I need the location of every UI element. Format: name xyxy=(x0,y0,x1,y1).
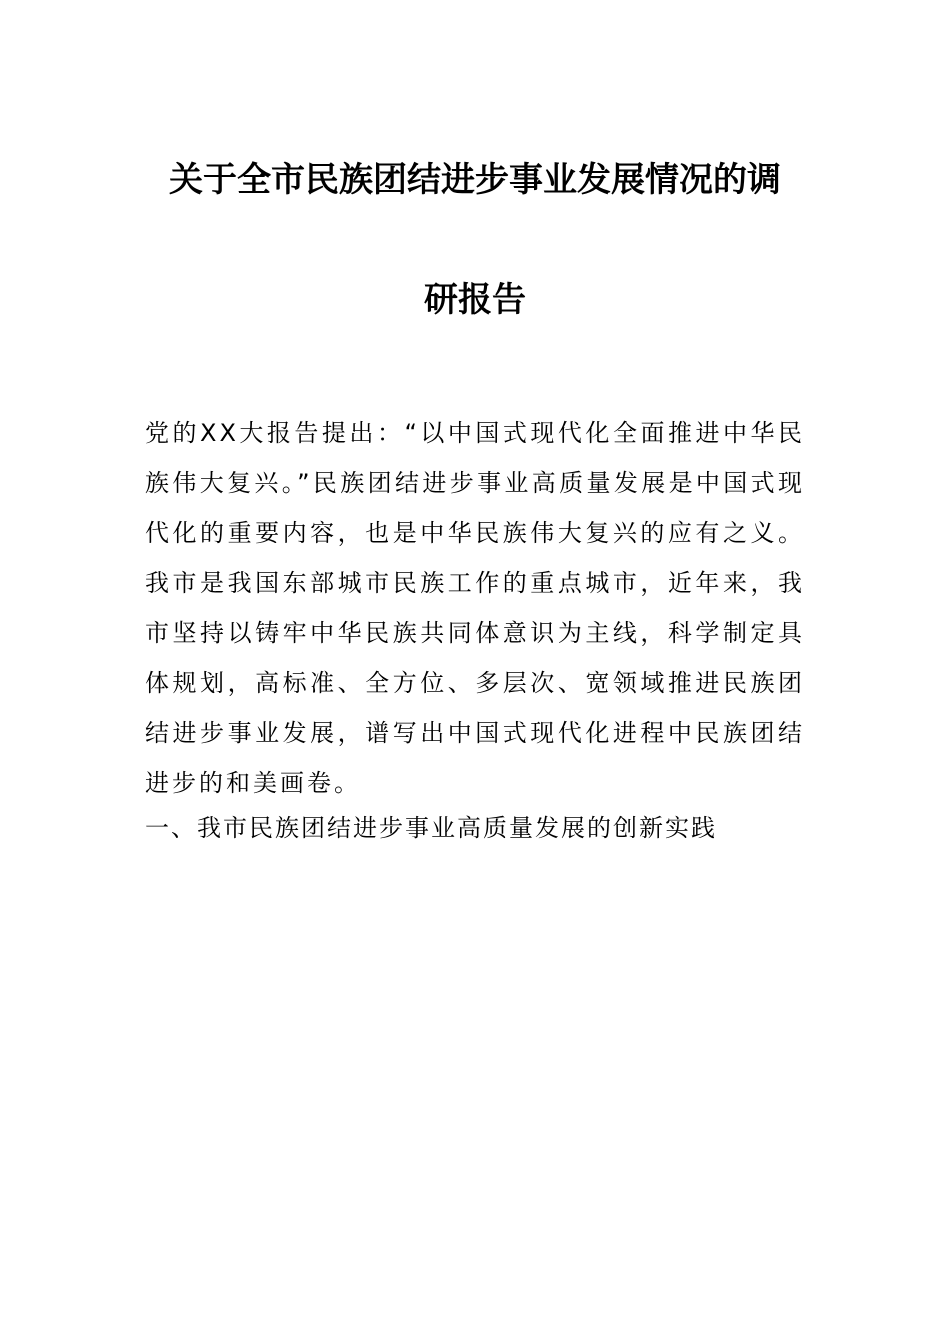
section-heading-1: 一、我市民族团结进步事业高质量发展的创新实践 xyxy=(145,814,717,842)
document-title-line-1: 关于全市民族团结进步事业发展情况的调 xyxy=(169,160,781,200)
document-title-line-2: 研报告 xyxy=(424,280,526,320)
intro-paragraph: 党的XX大报告提出：“以中国式现代化全面推进中华民族伟大复兴。”民族团结进步事业高质量发展是中国式现代化的重要内容，也是中华民族伟大复兴的应有之义。我市是我国东部城市民族工作的重点城市，近年来，我市坚持以铸牢中华民族共同体意识为主线，科学制定具体规划，高标准、全方位、多层次、宽领域推进民族团结进步事业发展，谱写出中国式现代化进程中民族团结进步的和美画卷。 xyxy=(145,419,805,797)
